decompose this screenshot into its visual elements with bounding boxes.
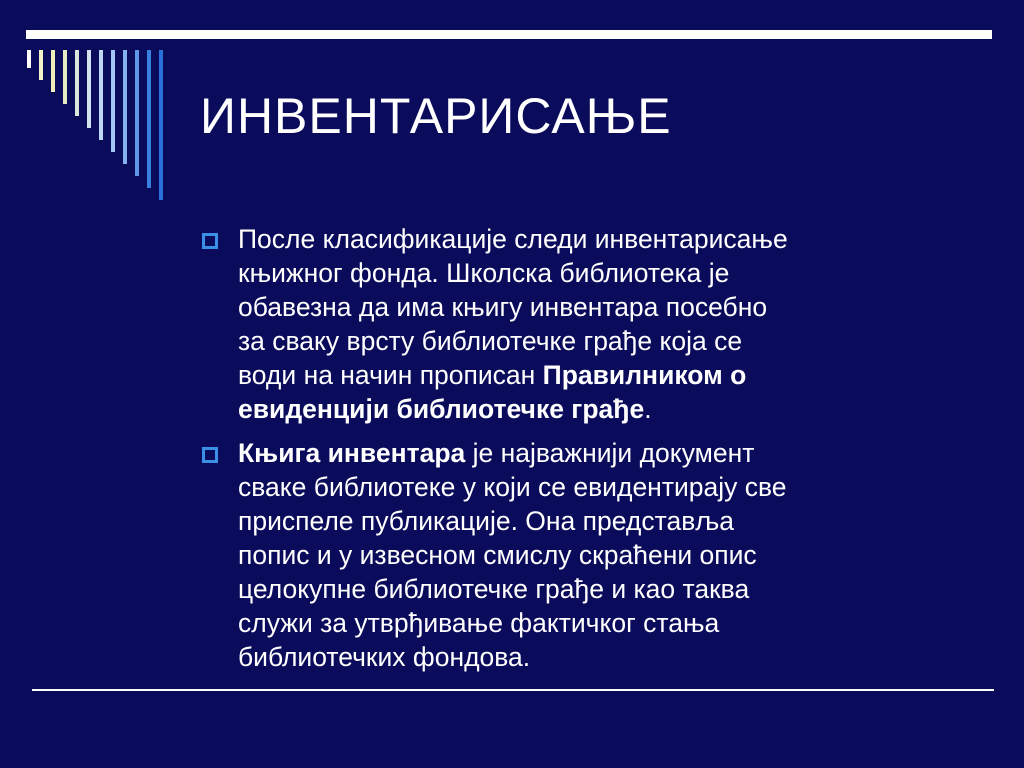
- bullet-line: После класификације следи инвентарисање: [238, 224, 788, 254]
- bold-term: евиденцији библиотечке грађе: [238, 394, 645, 424]
- bullet-item: [200, 222, 980, 426]
- bullet-square-icon: [202, 447, 218, 463]
- decorative-bar: [135, 50, 139, 176]
- bullet-line: попис и у извесном смислу скраћени опис: [238, 540, 757, 570]
- bullet-text: [238, 222, 980, 426]
- bullet-line: је најважнији документ: [465, 438, 755, 468]
- bullet-line: библиотечких фондова.: [238, 642, 531, 672]
- bold-term: Правилником о: [542, 360, 747, 390]
- decorative-bar: [99, 50, 103, 140]
- bullet-line: целокупне библиотечке грађе и као таква: [238, 574, 750, 604]
- bullet-list: [200, 222, 980, 684]
- decorative-bar: [87, 50, 91, 128]
- bullet-line: за сваку врсту библиотечке грађе која се: [238, 326, 743, 356]
- bullet-line: приспеле публикације. Она представља: [238, 506, 735, 536]
- decorative-bar: [51, 50, 55, 92]
- bullet-square-icon: [202, 233, 218, 249]
- bullet-line: води на начин прописан: [238, 360, 543, 390]
- decorative-bar: [39, 50, 43, 80]
- decorative-bar: [63, 50, 67, 104]
- decorative-bar: [123, 50, 127, 164]
- bullet-line: књижног фонда. Школска библиотека је: [238, 258, 730, 288]
- bullet-tail: .: [644, 394, 652, 424]
- bottom-rule: [32, 689, 994, 691]
- bullet-line: служи за утврђивање фактичког стања: [238, 608, 720, 638]
- decorative-bar: [27, 50, 31, 68]
- slide-title: ИНВЕНТАРИСАЊЕ: [200, 88, 672, 144]
- bullet-item: [200, 436, 980, 674]
- top-rule: [26, 30, 992, 39]
- decorative-bar: [159, 50, 163, 200]
- decorative-bar: [147, 50, 151, 188]
- bullet-line: сваке библиотеке у који се евидентирају све: [238, 472, 787, 502]
- bullet-line: обавезна да има књигу инвентара посебно: [238, 292, 768, 322]
- decorative-bar: [75, 50, 79, 116]
- decorative-bar: [111, 50, 115, 152]
- bullet-text: [238, 436, 980, 674]
- bold-term: Књига инвентара: [238, 438, 466, 468]
